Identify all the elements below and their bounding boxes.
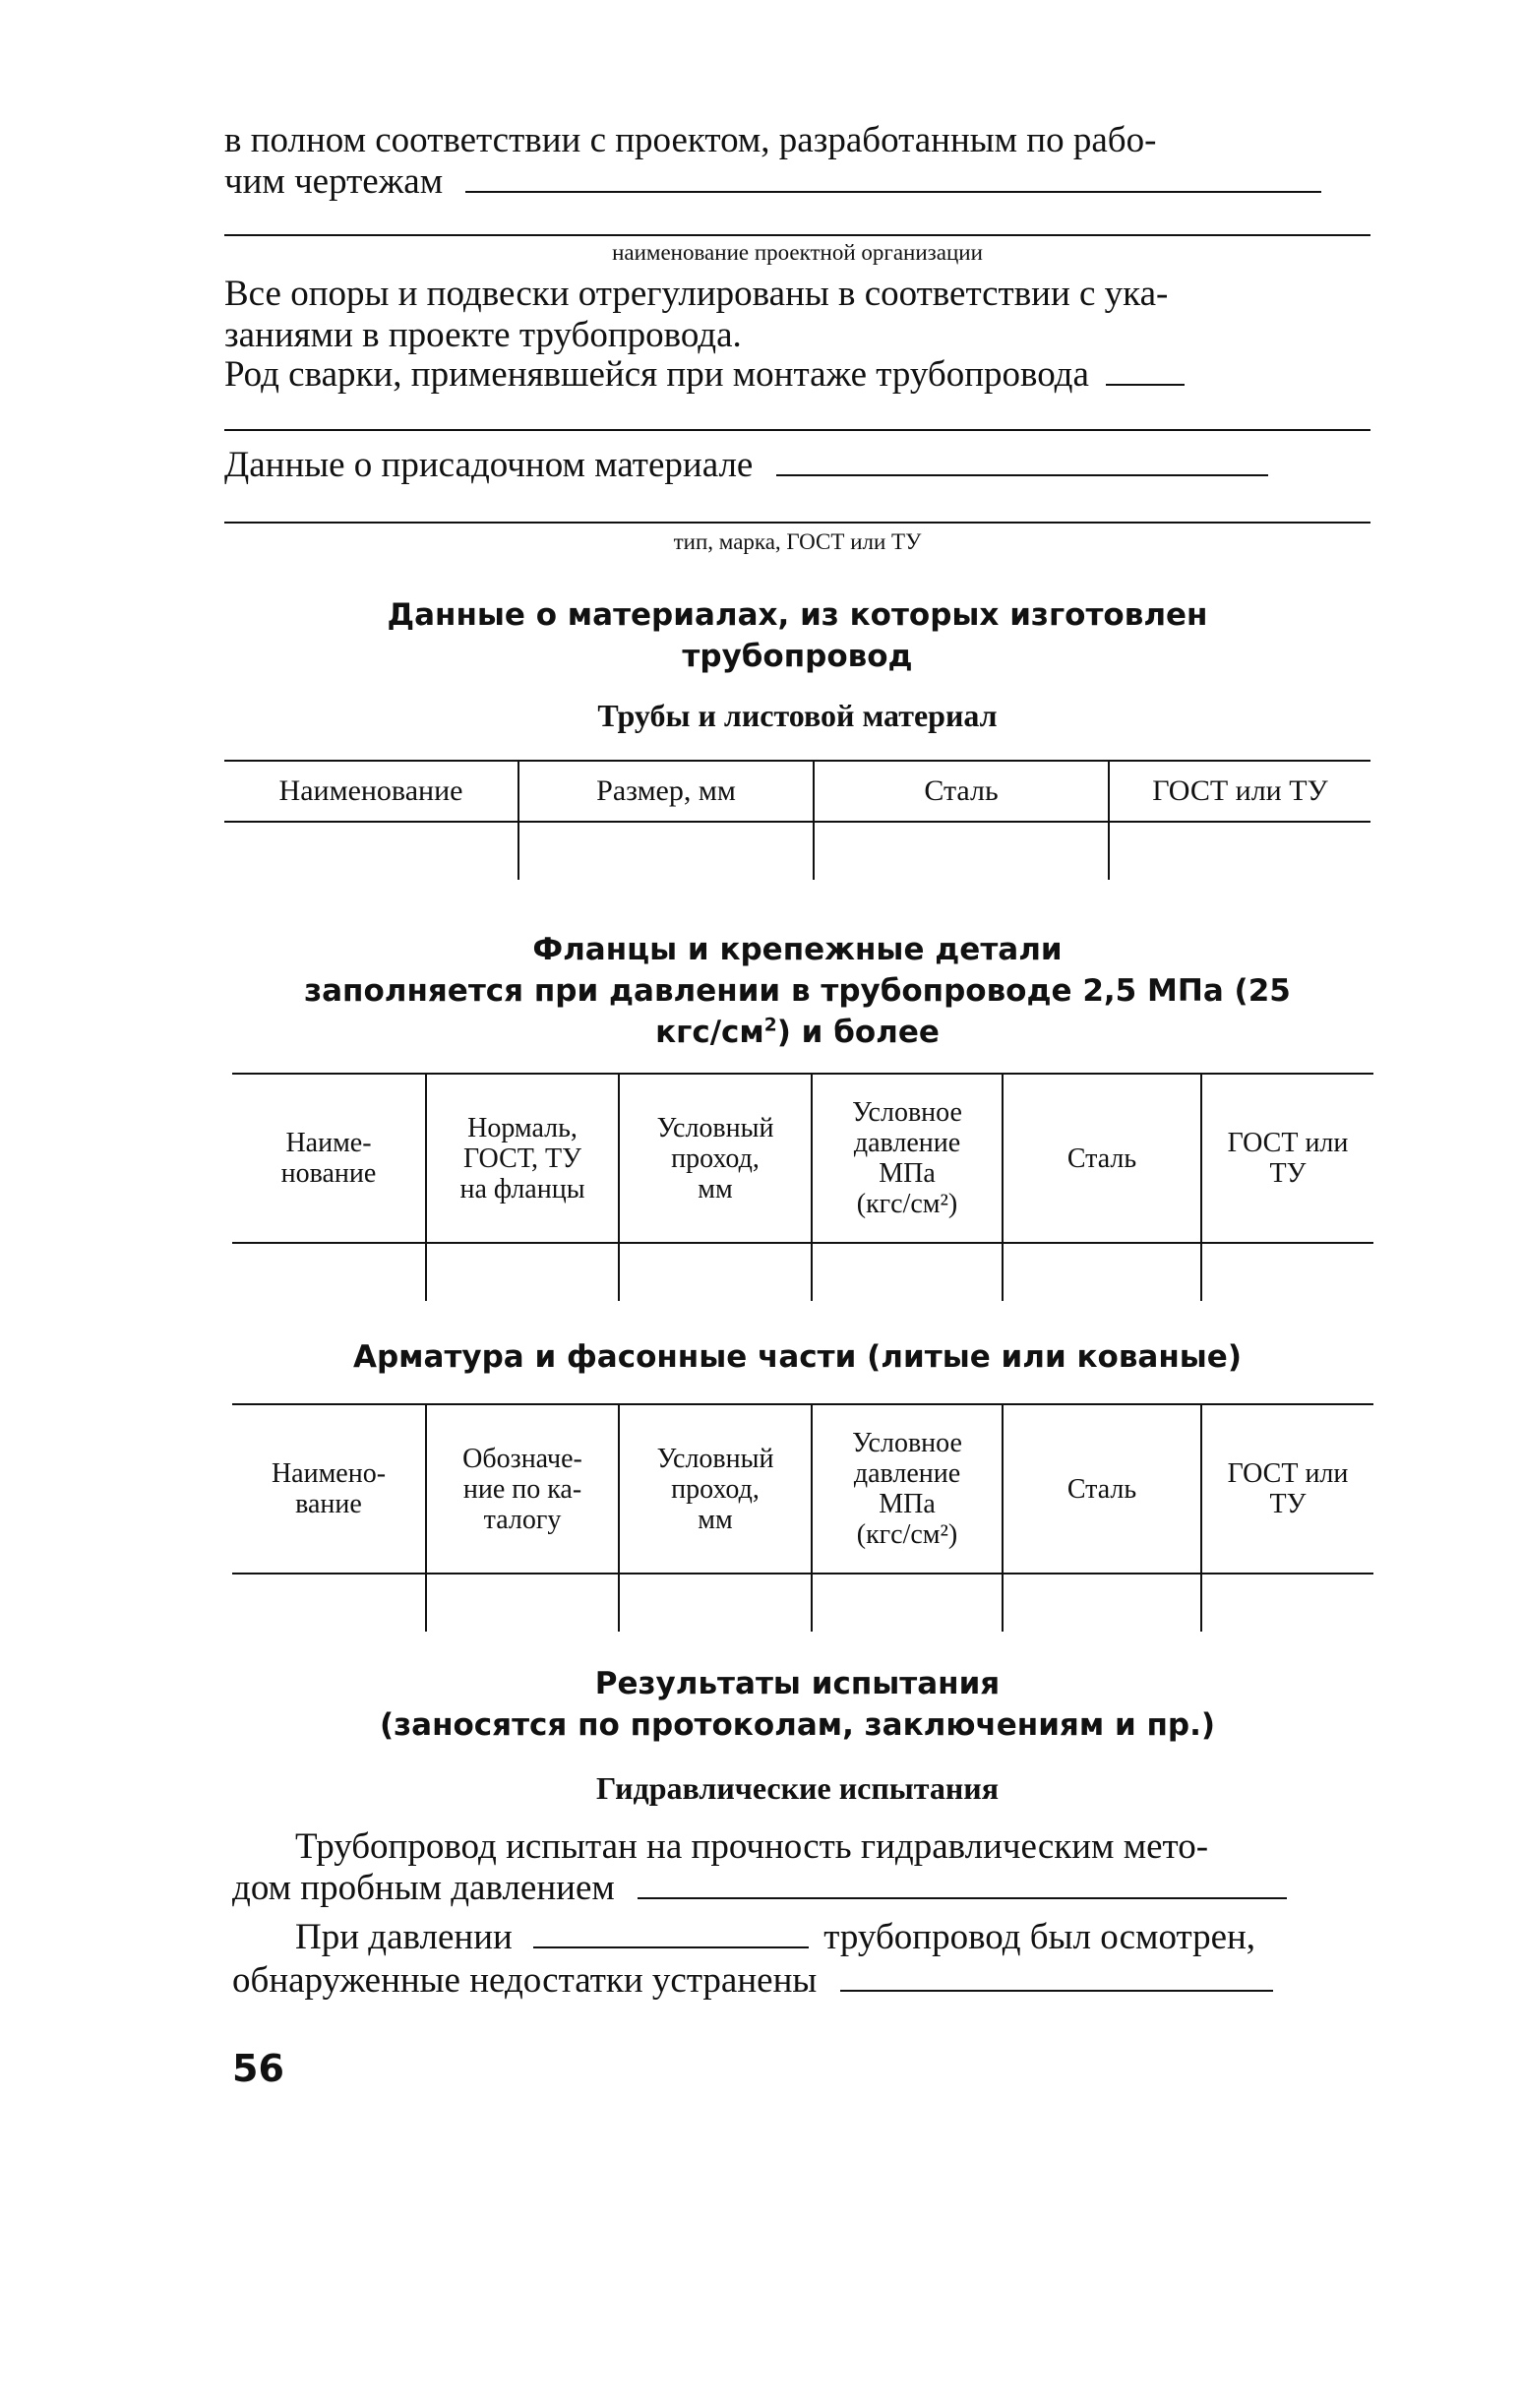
table-cell — [232, 1574, 426, 1632]
results-heading-1: Результаты испытания — [594, 1666, 1001, 1701]
table-cell — [1003, 1243, 1201, 1301]
flanges-table — [232, 1073, 1373, 1301]
inspection-pressure-blank — [533, 1921, 809, 1948]
table-cell — [426, 1243, 619, 1301]
fittings-col-name: Наимено- вание — [232, 1404, 426, 1574]
filler-blank — [776, 449, 1268, 476]
flanges-col-standard: Нормаль, ГОСТ, ТУ на фланцы — [426, 1074, 619, 1243]
filler-blank-line — [224, 522, 1370, 524]
results-line-2-text: дом пробным давлением — [232, 1868, 615, 1908]
table-cell — [619, 1243, 812, 1301]
intro-line-3: Все опоры и подвески отрегулированы в соответствии с ука- — [224, 274, 1169, 314]
org-blank-line — [224, 234, 1370, 236]
pipes-col-name: Наименование — [224, 761, 518, 822]
table-cell — [1201, 1243, 1373, 1301]
flanges-heading-3-a: кгс/см — [655, 1015, 764, 1050]
table-cell — [812, 1243, 1003, 1301]
pipes-col-gost: ГОСТ или ТУ — [1109, 761, 1370, 822]
intro-line-4: заниями в проекте трубопровода. — [224, 315, 742, 355]
table-row — [232, 1243, 1373, 1301]
test-pressure-blank — [638, 1872, 1287, 1899]
table-cell — [619, 1574, 812, 1632]
caption-org: наименование проектной организации — [612, 240, 983, 265]
fittings-col-gost: ГОСТ или ТУ — [1201, 1404, 1373, 1574]
results-line-3-b: трубопровод был осмотрен, — [823, 1917, 1256, 1957]
intro-line-5 — [224, 354, 1185, 396]
results-line-3 — [295, 1917, 1255, 1958]
table-cell — [224, 822, 518, 880]
intro-line-6-text: Данные о присадочном материале — [224, 445, 754, 485]
materials-heading-1: Данные о материалах, из которых изготовлен — [387, 597, 1208, 633]
table-cell — [426, 1574, 619, 1632]
caption-filler: тип, марка, ГОСТ или ТУ — [673, 529, 922, 554]
results-line-2 — [232, 1868, 1287, 1909]
flanges-col-name: Наиме- нование — [232, 1074, 426, 1243]
welding-blank — [1106, 358, 1185, 386]
fittings-col-steel: Сталь — [1003, 1404, 1201, 1574]
flanges-col-pressure: Условное давление МПа (кгс/см²) — [812, 1074, 1003, 1243]
flanges-heading-2: заполняется при давлении в трубопроводе 2,5 МПа (25 — [304, 973, 1291, 1009]
results-line-1: Трубопровод испытан на прочность гидравлическим мето- — [295, 1826, 1209, 1867]
flanges-col-steel: Сталь — [1003, 1074, 1201, 1243]
flanges-heading-3-sup: 2 — [763, 1015, 777, 1036]
pipes-col-steel: Сталь — [814, 761, 1109, 822]
table-cell — [1201, 1574, 1373, 1632]
table-cell — [1109, 822, 1370, 880]
materials-heading-2: трубопровод — [682, 639, 913, 674]
table-cell — [518, 822, 814, 880]
results-line-4-text: обнаруженные недостатки устранены — [232, 1960, 818, 2001]
fittings-col-catalog: Обозначе- ние по ка- талогу — [426, 1404, 619, 1574]
defects-blank — [840, 1964, 1273, 1992]
hydro-title: Гидравлические испытания — [595, 1770, 1000, 1806]
table-cell — [814, 822, 1109, 880]
intro-line-2-text: чим чертежам — [224, 161, 444, 202]
table-row — [224, 822, 1370, 880]
fittings-table — [232, 1403, 1373, 1632]
table-cell — [232, 1243, 426, 1301]
intro-line-6 — [224, 445, 1268, 486]
flanges-col-gost: ГОСТ или ТУ — [1201, 1074, 1373, 1243]
results-heading-2: (заносятся по протоколам, заключениям и пр.) — [379, 1707, 1216, 1743]
drawings-blank — [465, 165, 1321, 193]
welding-blank-line — [224, 429, 1370, 431]
fittings-col-bore: Условный проход, мм — [619, 1404, 812, 1574]
flanges-heading-3 — [224, 1014, 1370, 1051]
pipes-col-size: Размер, мм — [518, 761, 814, 822]
intro-line-2 — [224, 161, 1321, 203]
flanges-heading-1: Фланцы и крепежные детали — [532, 932, 1063, 967]
table-cell — [812, 1574, 1003, 1632]
pipes-title: Трубы и листовой материал — [597, 698, 998, 733]
fittings-col-pressure: Условное давление МПа (кгс/см²) — [812, 1404, 1003, 1574]
intro-line-1: в полном соответствии с проектом, разработанным по рабо- — [224, 120, 1157, 160]
flanges-heading-3-b: ) и более — [776, 1015, 940, 1050]
fittings-heading: Арматура и фасонные части (литые или кованые) — [353, 1339, 1242, 1375]
intro-line-5-text: Род сварки, применявшейся при монтаже трубопровода — [224, 354, 1089, 395]
results-line-3-a: При давлении — [295, 1917, 513, 1957]
table-cell — [1003, 1574, 1201, 1632]
flanges-col-bore: Условный проход, мм — [619, 1074, 812, 1243]
pipes-table — [224, 760, 1370, 880]
page-number: 56 — [232, 2047, 284, 2090]
table-row — [232, 1574, 1373, 1632]
results-line-4 — [232, 1960, 1273, 2002]
